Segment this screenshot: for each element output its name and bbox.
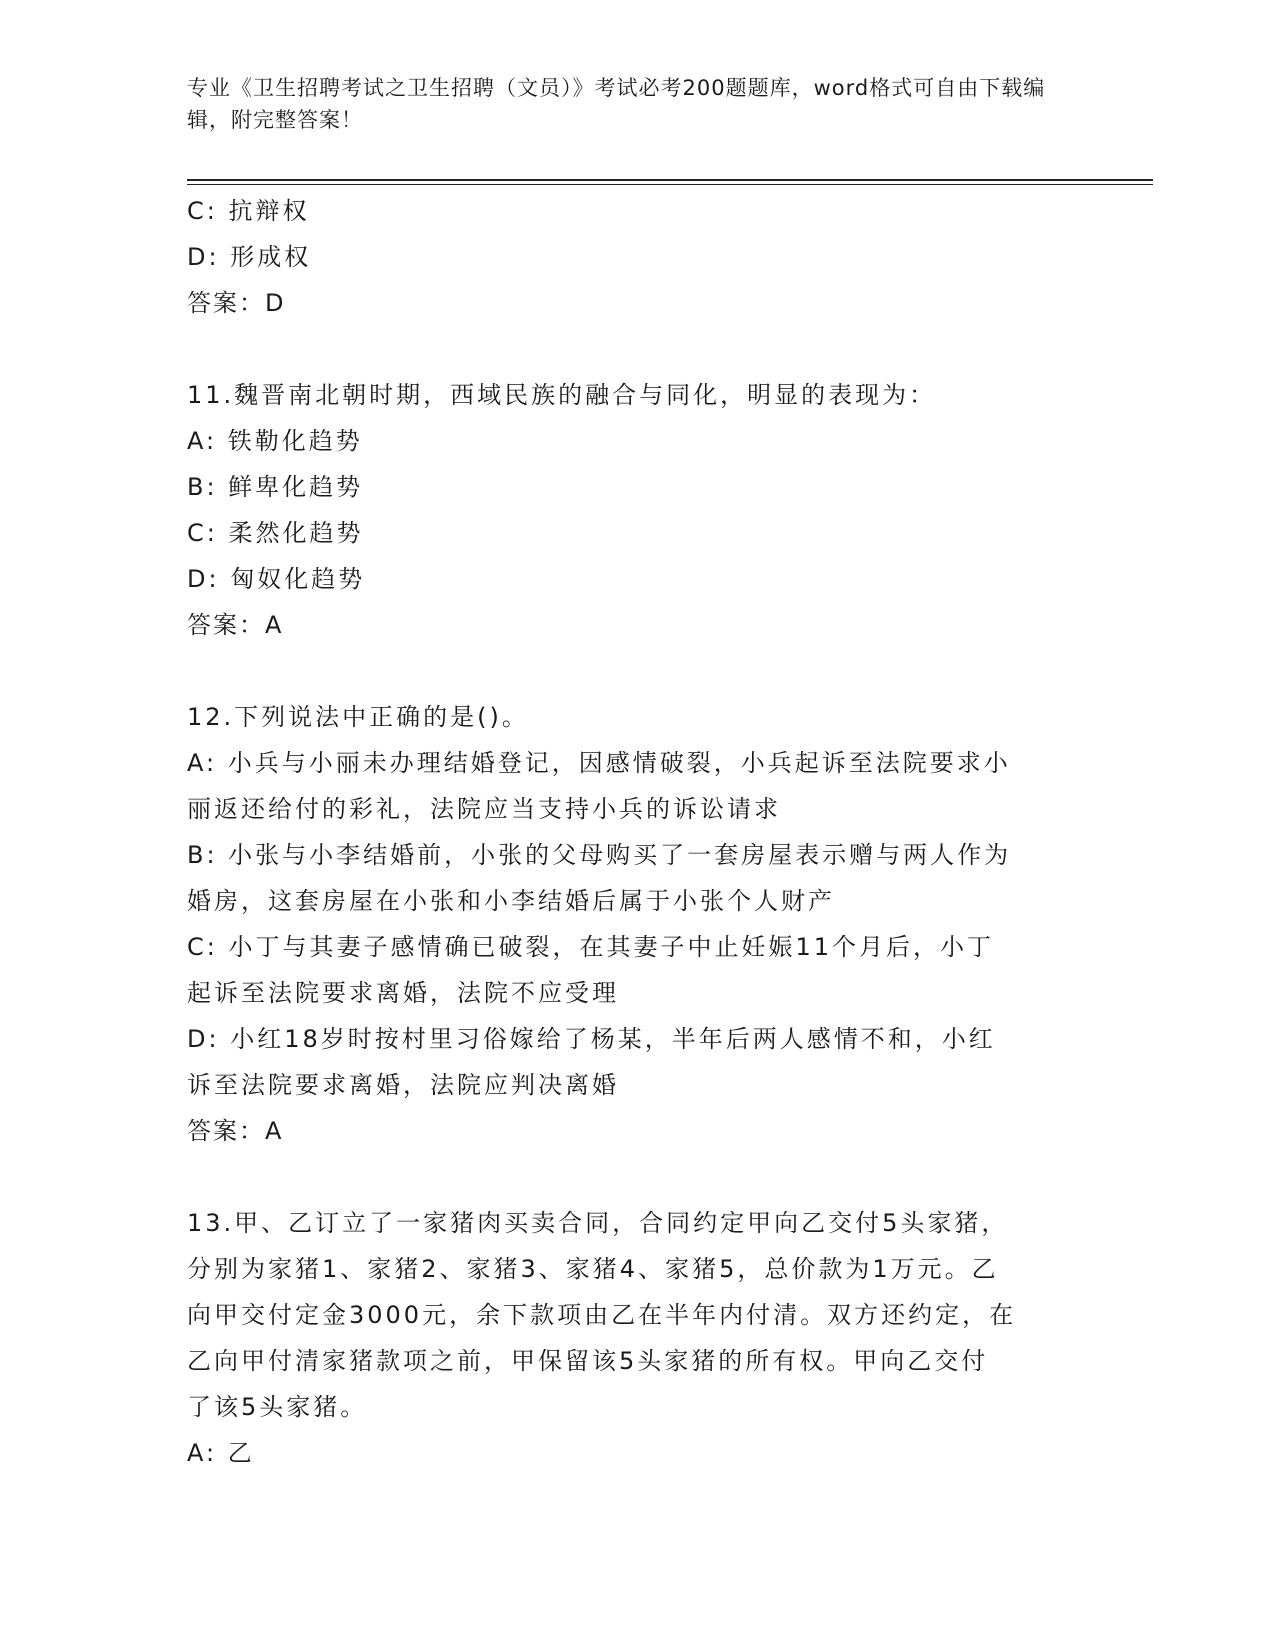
question-12	[187, 694, 1087, 1154]
header-text: 专业《卫生招聘考试之卫生招聘（文员）》考试必考200题题库，word格式可自由下载编辑，附完整答案！	[187, 76, 1046, 132]
option-c: C: 抗辩权	[187, 197, 310, 225]
question-stem-line-1: 13.甲、乙订立了一家猪肉买卖合同，合同约定甲向乙交付5头家猪，	[187, 1209, 1009, 1237]
question-stem-line-3: 向甲交付定金3000元，余下款项由乙在半年内付清。双方还约定，在	[187, 1301, 1017, 1329]
option-b: B: 鲜卑化趋势	[187, 473, 364, 501]
option-d: D: 形成权	[187, 243, 312, 271]
question-13	[187, 1200, 1087, 1476]
document-header	[187, 72, 1087, 136]
option-c: C: 柔然化趋势	[187, 519, 364, 547]
answer-line: 答案：A	[187, 1117, 284, 1145]
question-stem: 12.下列说法中正确的是()。	[187, 703, 529, 731]
option-c-line-1: C: 小丁与其妻子感情确已破裂，在其妻子中止妊娠11个月后，小丁	[187, 933, 995, 961]
answer-line: 答案：D	[187, 289, 286, 317]
document-body	[187, 188, 1087, 1476]
option-a: A: 铁勒化趋势	[187, 427, 363, 455]
option-d-line-2: 诉至法院要求离婚，法院应判决离婚	[187, 1071, 619, 1099]
option-b-line-1: B: 小张与小李结婚前，小张的父母购买了一套房屋表示赠与两人作为	[187, 841, 1012, 869]
question-stem: 11.魏晋南北朝时期，西域民族的融合与同化，明显的表现为：	[187, 381, 937, 409]
question-stem-line-4: 乙向甲付清家猪款项之前，甲保留该5头家猪的所有权。甲向乙交付	[187, 1347, 989, 1375]
question-stem-line-2: 分别为家猪1、家猪2、家猪3、家猪4、家猪5，总价款为1万元。乙	[187, 1255, 999, 1283]
option-a-line-1: A: 小兵与小丽未办理结婚登记，因感情破裂，小兵起诉至法院要求小	[187, 749, 1011, 777]
option-a-line-2: 丽返还给付的彩礼，法院应当支持小兵的诉讼请求	[187, 795, 781, 823]
header-rule-thin	[187, 184, 1153, 185]
option-c-line-2: 起诉至法院要求离婚，法院不应受理	[187, 979, 619, 1007]
option-b-line-2: 婚房，这套房屋在小张和小李结婚后属于小张个人财产	[187, 887, 835, 915]
option-a: A: 乙	[187, 1439, 255, 1467]
option-d-line-1: D: 小红18岁时按村里习俗嫁给了杨某，半年后两人感情不和，小红	[187, 1025, 996, 1053]
answer-line: 答案：A	[187, 611, 284, 639]
option-d: D: 匈奴化趋势	[187, 565, 366, 593]
header-rule-thick	[187, 179, 1153, 181]
question-stem-line-5: 了该5头家猪。	[187, 1393, 368, 1421]
question-11	[187, 372, 1087, 648]
question-block-prev	[187, 188, 1087, 326]
